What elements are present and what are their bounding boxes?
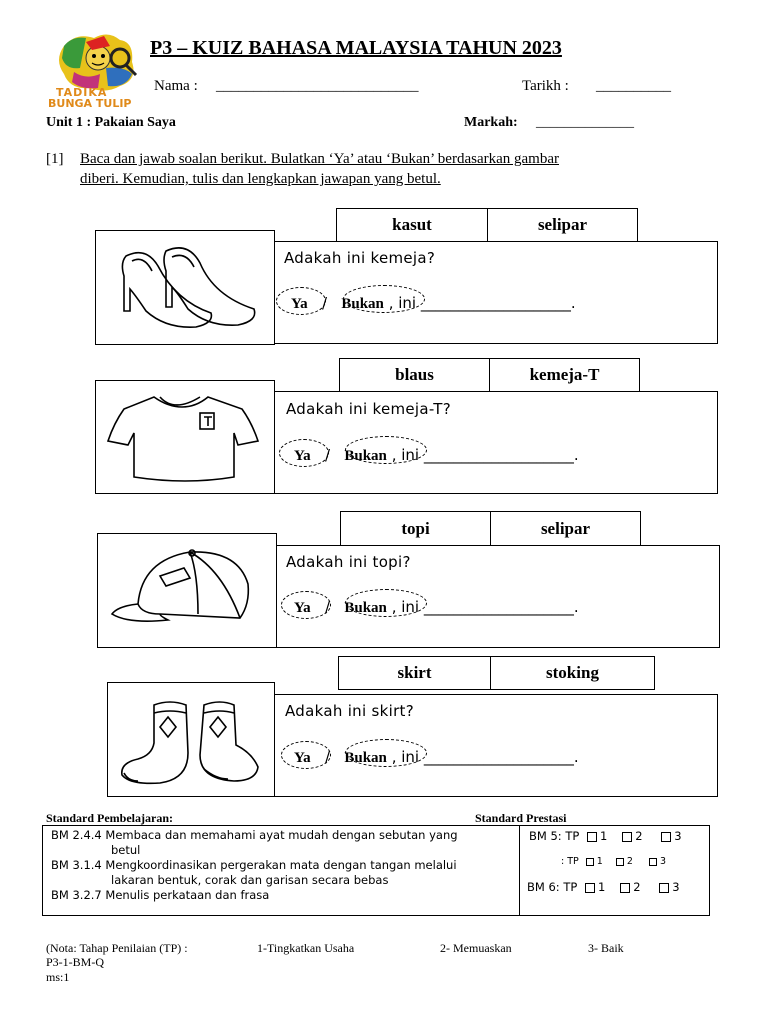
picture-box-3 (97, 533, 277, 648)
standard-text: Menulis perkataan dan frasa (105, 888, 270, 902)
tp-label: : TP (561, 856, 579, 867)
standard-code: BM 2.4.4 (51, 828, 102, 842)
answer-blank[interactable]: , ini ____________________. (391, 446, 579, 464)
answer-line (294, 748, 579, 767)
standard-item (51, 828, 458, 858)
answer-line (294, 446, 579, 465)
tarikh-field[interactable]: __________ (596, 78, 671, 94)
footer-code: P3-1-BM-Q (46, 955, 105, 969)
standard-text: Membaca dan memahami ayat mudah dengan sebutan yang (105, 828, 458, 842)
ya-label: Ya (291, 296, 308, 312)
word-option-selipar: selipar (490, 511, 641, 546)
separator: / (324, 446, 331, 464)
bukan-label: Bukan (341, 296, 384, 312)
socks-icon (108, 683, 274, 796)
word-option-kasut: kasut (336, 208, 488, 242)
question-text: Adakah ini kemeja-T? (286, 400, 451, 418)
school-logo (46, 28, 150, 110)
question-text: Adakah ini kemeja? (284, 249, 436, 267)
tp-option: 2 (633, 880, 641, 894)
footer-note: (Nota: Tahap Penilaian (TP) : (46, 941, 188, 955)
ya-label: Ya (294, 448, 311, 464)
instruction-number: [1] (46, 151, 64, 167)
nama-field[interactable]: ___________________________ (216, 78, 419, 94)
word-option-blaus: blaus (339, 358, 490, 392)
standard-code: BM 3.1.4 (51, 858, 102, 872)
bukan-label: Bukan (344, 600, 387, 616)
tp-row (529, 829, 682, 843)
tp-checkbox[interactable] (659, 883, 669, 893)
tp-checkbox[interactable] (661, 832, 671, 842)
word-option-skirt: skirt (338, 656, 491, 690)
question-text: Adakah ini topi? (286, 553, 411, 571)
picture-box-2 (95, 380, 275, 494)
answer-line (291, 294, 576, 313)
high-heel-shoes-icon (96, 231, 274, 344)
standards-divider (519, 826, 520, 915)
tp-row (561, 856, 666, 867)
unit-label: Unit 1 : Pakaian Saya (46, 115, 176, 130)
page-title: P3 – KUIZ BAHASA MALAYSIA TAHUN 2023 (150, 37, 562, 59)
instruction-line2: diberi. Kemudian, tulis dan lengkapkan jawapan yang betul. (80, 171, 441, 187)
standard-prestasi-heading: Standard Prestasi (475, 811, 567, 825)
footer-page: ms:1 (46, 970, 70, 984)
tp-option: 3 (672, 880, 680, 894)
separator: / (321, 294, 328, 312)
tp-checkbox[interactable] (587, 832, 597, 842)
t-shirt-icon (96, 381, 274, 493)
tarikh-label: Tarikh : (522, 78, 569, 94)
ya-label: Ya (294, 750, 311, 766)
footer-tp1: 1-Tingkatkan Usaha (257, 941, 355, 955)
tp-label: BM 6: TP (527, 880, 578, 894)
tp-checkbox[interactable] (585, 883, 595, 893)
tp-option: 2 (635, 829, 643, 843)
markah-label: Markah: (464, 115, 518, 130)
answer-line (294, 598, 579, 617)
nama-label: Nama : (154, 78, 198, 94)
standard-item (51, 858, 457, 888)
standard-text-cont: lakaran bentuk, corak dan garisan secara bebas (111, 873, 389, 887)
standards-table (42, 825, 710, 916)
footer-tp3: 3- Baik (588, 941, 624, 955)
standard-pembelajaran-heading: Standard Pembelajaran: (46, 811, 173, 825)
tp-option: 2 (626, 856, 633, 867)
cap-icon (98, 534, 276, 647)
ya-label: Ya (294, 600, 311, 616)
tp-option: 1 (599, 829, 608, 843)
separator: / (324, 748, 331, 766)
tp-label: BM 5: TP (529, 829, 580, 843)
standard-text: Mengkoordinasikan pergerakan mata dengan tangan melalui (105, 858, 457, 872)
answer-blank[interactable]: , ini ____________________. (388, 294, 576, 312)
standard-text-cont: betul (111, 843, 141, 857)
separator: / (324, 598, 331, 616)
picture-box-4 (107, 682, 275, 797)
tp-checkbox[interactable] (616, 858, 624, 866)
word-option-topi: topi (340, 511, 491, 546)
bukan-label: Bukan (344, 448, 387, 464)
answer-blank[interactable]: , ini ____________________. (391, 598, 579, 616)
tp-row (527, 880, 680, 894)
tp-checkbox[interactable] (649, 858, 657, 866)
tp-option: 1 (596, 856, 603, 867)
standard-item (51, 888, 269, 902)
picture-box-1 (95, 230, 275, 345)
tp-checkbox[interactable] (586, 858, 594, 866)
question-text: Adakah ini skirt? (285, 702, 414, 720)
instruction-line1: Baca dan jawab soalan berikut. Bulatkan ‘Ya’ atau ‘Bukan’ berdasarkan gambar (80, 151, 559, 167)
tp-option: 3 (660, 856, 667, 867)
answer-blank[interactable]: , ini ____________________. (391, 748, 579, 766)
tp-checkbox[interactable] (622, 832, 632, 842)
word-option-stoking: stoking (490, 656, 655, 690)
footer-tp2: 2- Memuaskan (440, 941, 512, 955)
tp-checkbox[interactable] (620, 883, 630, 893)
word-option-selipar: selipar (487, 208, 638, 242)
bukan-label: Bukan (344, 750, 387, 766)
logo-line2: BUNGA TULIP (48, 97, 132, 110)
tp-option: 3 (674, 829, 682, 843)
tp-option: 1 (597, 880, 606, 894)
standard-code: BM 3.2.7 (51, 888, 102, 902)
logo-line1: TADIKA (56, 86, 108, 99)
markah-field[interactable]: ______________ (536, 115, 634, 130)
word-option-kemeja-t: kemeja-T (489, 358, 640, 392)
